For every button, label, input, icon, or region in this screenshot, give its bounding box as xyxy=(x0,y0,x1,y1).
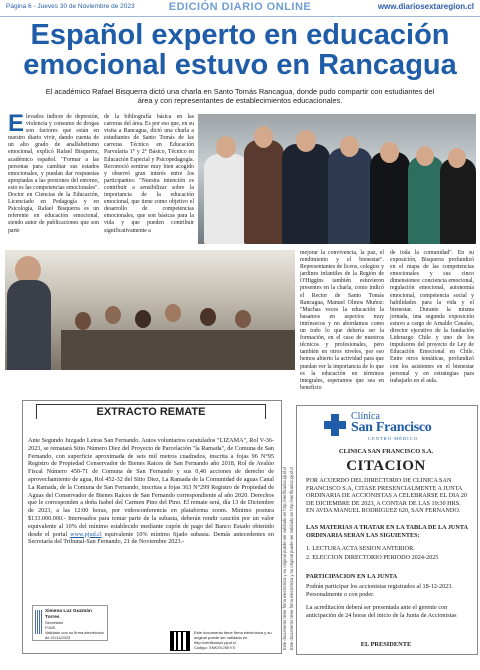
citacion-participacion-title: PARTICIPACION EN LA JUNTA xyxy=(306,573,398,580)
citacion-participacion-body: Podrán participar los accionistas registrados al 18-12-2023. Personalmente o con poder. xyxy=(306,583,453,598)
person-figure xyxy=(408,156,444,244)
person-figure xyxy=(328,148,372,244)
signature-mark xyxy=(35,610,43,634)
stamp-note: Validado con su firma electrónica de 21/11/2023 xyxy=(45,630,104,640)
remate-body-end: equivalente 10% mínimo fijado subasta. Demás antecedentes en Secretaría del Tribunal-San Fernando, 21 de Noviembre 2023.- xyxy=(28,530,274,546)
citacion-item-2: 2. ELECCION DIRECTORIO PERIODO 2024-2025 xyxy=(306,554,439,561)
person-head xyxy=(296,130,316,152)
remate-title: EXTRACTO REMATE xyxy=(36,404,266,419)
qr-note xyxy=(194,630,274,650)
article-column-2: de la bibliografía básica en las carreras del área. Es por eso que, en su visita a Rancagua, dictó una charla a estudiantes de Santo Tomás de las carreras Técnico en Educación Parvularia 1° y 2° Básico, Técnico en Educación Especial y Psicopedagogía. Reconoció sentirse muy bien acogido y observó gran interés entre los participantes: "Nuestra intención es contribuir a sensibilizar sobre la importancia de la educación emocional, que tiene como objetivo el desarrollo de competencias emocionales, que son básicas para la vida y que pueden contribuir significativamente a xyxy=(104,114,194,234)
article-column-1-text: levados índices de depresión, violencia y consumo de drogas son factores que están en nuestro diario vivir, dando cuenta de un alto grado de analfabetismo emocional, explicó Rafael Bisquerra, académico español. "Formar a las personas para cambiar sus estados emocionales, y puedan dar respuestas apropiadas a las presiones del entorno, esto es las competencias emocionales". Doctor en Ciencias de la Educación, Licenciado en Pedagogía y en Psicología, Rafael Bisquerra es un referente en educación emocional, siendo autor de publicaciones que son parte xyxy=(8,114,99,234)
person-head xyxy=(380,142,399,163)
remate-body-text: Ante Segundo Juzgado Letras San Fernando. Autos voluntarios caratulados "LIZAMA", Rol V-36-2023, se rematará Sitio Número Diez del Proyecto de Parcelación "la Ramada", de Comuna de San Fernando, con superficie aproximada de seis mil metros cuadrados, inscrita a fojas 96 N°95 Registro de Propiedad Conservador de Bienes Raíces de San Fernando año 2018, Rol de Avalúo Fiscal Número 450-71 de Comuna de San Fernando y sus 0,40 acciones de derecho de aprovechamiento de agua, Rol 452-32 del Sitio Diez, La Ramada de la Comunidad de aguas Canal La Ramada, de la Comuna de San Fernando, inscritas a fojas 363 N°299 Registro de Propiedad de Aguas del Conservador de Bienes Raíces de San Fernando correspondiente al año 2020. Derechos que le corresponden a doña Isabel del Carmen Pino del Pino. El remate será, día 13 de Diciembre de 2023, a las 12:00 horas, por videoconferencia en plataforma zoom. Mínimo postura $133.000.000.- Interesados para tomar parte de la subasta, deberán rendir caución por un valor equivalente al 10% del mínimo establecido mediante cupón de pago del Banco Estado obtenido desde el portal xyxy=(28,437,274,538)
person-figure xyxy=(440,158,476,244)
citacion-item-1: 1. LECTURA ACTA SESION ANTERIOR. xyxy=(306,545,415,552)
stamp-name: Ximena Luz Guzmán Torres xyxy=(45,609,92,620)
remate-body xyxy=(28,437,274,546)
audience-head xyxy=(105,306,121,324)
citacion-signature: EL PRESIDENTE xyxy=(360,641,412,648)
audience-head xyxy=(200,308,216,326)
logo-main-text: San Francisco xyxy=(351,420,432,435)
qr-code xyxy=(170,631,190,651)
side-validation-strip: Este documento tiene firma electrónica y su original puede ser validado en http://verificadoc.pjud.cl xyxy=(289,466,294,650)
audience-photo xyxy=(5,250,295,370)
article-title: Español experto en educación emocional estuvo en Rancagua xyxy=(23,19,457,81)
side-validation-strip: Este documento tiene firma electrónica y su original puede ser validado en http://verificadoc.pjud.cl xyxy=(282,466,287,650)
stamp-role: Secretario xyxy=(45,620,64,625)
audience-row xyxy=(61,330,295,370)
page-date: Página 6 - Jueves 30 de Noviembre de 2023 xyxy=(6,3,135,10)
page-header xyxy=(0,0,480,17)
site-link[interactable]: www.diariosextaregion.cl xyxy=(377,2,474,11)
citacion-materias-title: LAS MATERIAS A TRATAR EN LA TABLA DE LA JUNTA ORDINARIA SERAN LAS SIGUIENTES: xyxy=(306,524,468,539)
logo-top-text: Clínica xyxy=(351,411,380,422)
person-head xyxy=(216,136,236,158)
logo-sub-text: CENTRO MÉDICO xyxy=(368,436,418,441)
pjud-link[interactable]: www.pjud.cl xyxy=(70,530,102,538)
audience-head xyxy=(235,310,251,328)
citacion-acreditacion: La acreditación deberá ser presentada ante el gerente con anticipación de 24 horas del inicio de la Junta de Accionistas xyxy=(306,604,457,619)
edition-label: EDICIÓN DIARIO ONLINE xyxy=(168,1,312,13)
article-column-1 xyxy=(8,110,99,235)
article-column-4: de toda la comunidad". En su exposición, Bisquerra profundizó en el mapa de las competencias emocionales y sus cinco dimensiones: conciencia emocional, regulación emocional, autonomía emocional, competencia social y habilidades para la vida y el bienestar. Durante la misma jornada, una segunda exposición estuvo a cargo de Arnaldo Canales, director ejecutivo de la fundación Liderazgo Chile y uno de los impulsores del proyecto de Ley de Educación Emocional en Chile. Entre otros temáticas, profundizó con los asistentes en el bienestar personal y en estrategias para trabajarlo en el aula. xyxy=(390,250,474,384)
audience-head xyxy=(165,304,181,322)
citacion-title: CITACION xyxy=(346,458,426,474)
person-head xyxy=(340,136,359,157)
article-column-3: mejorar la convivencia, la paz, el rendimiento y el bienestar". Representantes de liceos, colegios y jardines infantiles de la Región de O'Higgins también estuvieron presentes en la charla, como indicó el Rector de Santo Tomás Rancagua, Manuel Olmos Muñoz: "Muchas veces la educación la basamos en aspectos muy intrínsecos y no abordamos como un todo lo que debería ser la formación, en el caso de nuestros técnicos y profesionales, pero también en otros niveles, por eso hemos abierto la actividad para que puedan ver la importancia de lo que es la educación en términos integrales, esperamos que sea en beneficio xyxy=(300,250,384,391)
citacion-subtitle: CLINICA SAN FRANCISCO S.A. xyxy=(338,448,434,455)
audience-head xyxy=(135,310,151,328)
citacion-body: POR ACUERDO DEL DIRECTORIO DE CLINICA SAN FRANCISCO S.A, CITASE PRESENCIALMENTE A JUNTA ORDINARIA DE ACCIONISTAS A CELEBRARSE EL DIA 20 DE DICIEMBRE DE 2023, A CONTAR DE LAS 19:30 HRS. EN AVDA MANUEL RODRIGUEZ 620, SAN FERNANDO. xyxy=(306,477,468,515)
person-head xyxy=(416,146,434,166)
drop-cap: E xyxy=(8,110,25,137)
person-head xyxy=(448,148,466,168)
article-deck: El académico Rafael Bisquerra dictó una charla en Santo Tomás Rancagua, donde pudo compartir con estudiantes del área y con representantes de establecimientos educacionales. xyxy=(45,87,435,105)
group-photo xyxy=(198,114,476,244)
person-figure xyxy=(244,140,284,244)
signature-stamp xyxy=(32,605,108,641)
qr-note-text: Este documento tiene firma electrónica y su original puede ser validado en http://verificadoc.pjud.cl xyxy=(194,630,272,645)
audience-head xyxy=(75,312,91,330)
person-head xyxy=(254,126,273,148)
stamp-org: PJUD xyxy=(45,625,56,630)
qr-code-id: Código: XNKXVJSKYX xyxy=(194,645,236,650)
clinic-logo xyxy=(324,412,444,446)
person-figure xyxy=(204,154,248,244)
person-figure xyxy=(370,152,410,244)
speaker-figure xyxy=(7,280,51,370)
person-figure xyxy=(282,144,330,244)
medical-cross-icon xyxy=(324,414,346,436)
